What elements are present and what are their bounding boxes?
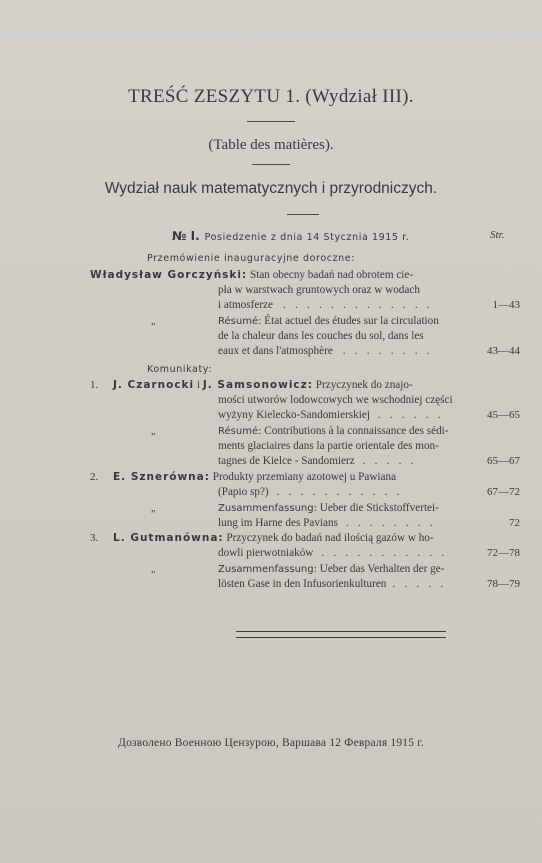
entry-resume: Zusammenfassung: Ueber das Verhalten der ge- — [218, 563, 445, 575]
entry-text: i atmosferze . . . . . . . . . . . . . — [218, 299, 433, 311]
entry-pages: 72 — [509, 517, 520, 529]
entry-text: (Papio sp?) . . . . . . . . . . . — [218, 486, 403, 498]
page-column-label: Str. — [490, 229, 505, 241]
ditto-mark: „ — [151, 564, 156, 575]
entry-number: 3. — [90, 532, 99, 544]
entry-resume: Résumé: État actuel des études sur la circulation — [218, 315, 439, 327]
toc-entry-line: Władysław Gorczyński: Stan obecny badań nad obrotem cie- — [90, 269, 414, 281]
entry-pages: 65—67 — [487, 455, 520, 467]
entry-resume: Résumé: Contributions à la connaissance des sédi- — [218, 425, 449, 437]
ditto-mark: „ — [151, 503, 156, 514]
entry-pages: 67—72 — [487, 486, 520, 498]
entry-text: de la chaleur dans les couches du sol, dans les — [218, 330, 424, 342]
toc-entry-line: L. Gutmanówna: Przyczynek do badań nad ilością gazów w ho- — [113, 532, 434, 544]
divider — [252, 164, 290, 165]
divider — [287, 214, 319, 215]
communications-heading: Komunikaty: — [147, 364, 213, 375]
intro-heading: Przemówienie inauguracyjne doroczne: — [147, 253, 356, 264]
page-subtitle: (Table des matières). — [208, 137, 334, 153]
entry-text: wyżyny Kielecko-Sandomierskiej . . . . . . — [218, 409, 444, 421]
session-heading — [172, 229, 409, 243]
censorship-footer: Дозволено Военною Цензурою, Варшава 12 Февраля 1915 г. — [118, 737, 424, 749]
entry-text: mości utworów lodowcowych we wschodniej części — [218, 394, 453, 406]
toc-entry-line: E. Sznerówna: Produkty przemiany azotowej u Pawiana — [113, 471, 397, 483]
entry-text: lösten Gase in den Infusorienkulturen . . . . . — [218, 578, 447, 590]
entry-text: lung im Harne des Pavians . . . . . . . . — [218, 517, 436, 529]
entry-pages: 78—79 — [487, 578, 520, 590]
toc-entry-line: J. Czarnocki i J. Samsonowicz: Przyczynek do znajo- — [113, 379, 413, 391]
entry-pages: 45—65 — [487, 409, 520, 421]
divider — [247, 121, 295, 122]
page-title: TREŚĆ ZESZYTU 1. (Wydział III). — [128, 86, 414, 107]
entry-number: 1. — [90, 379, 99, 391]
entry-text: ments glaciaires dans la partie orientale des mon- — [218, 440, 439, 452]
entry-text: eaux et dans l'atmosphère . . . . . . . . — [218, 345, 433, 357]
entry-pages: 1—43 — [492, 299, 520, 311]
entry-text: dowli pierwotniaków . . . . . . . . . . . — [218, 547, 448, 559]
entry-pages: 43—44 — [487, 345, 520, 357]
section-title: Wydział nauk matematycznych i przyrodniczych. — [104, 180, 438, 197]
entry-text: pła w warstwach gruntowych oraz w wodach — [218, 284, 420, 296]
entry-author: Władysław Gorczyński: — [90, 269, 248, 281]
entry-number: 2. — [90, 471, 99, 483]
entry-pages: 72—78 — [487, 547, 520, 559]
entry-text: tagnes de Kielce - Sandomierz . . . . . — [218, 455, 417, 467]
ditto-mark: „ — [151, 316, 156, 327]
session-number: № I. — [172, 229, 200, 243]
session-text: Posiedzenie z dnia 14 Stycznia 1915 r. — [204, 232, 410, 243]
ditto-mark: „ — [151, 426, 156, 437]
entry-resume: Zusammenfassung: Ueber die Stickstoffvertei- — [218, 502, 439, 514]
double-rule — [236, 631, 446, 638]
